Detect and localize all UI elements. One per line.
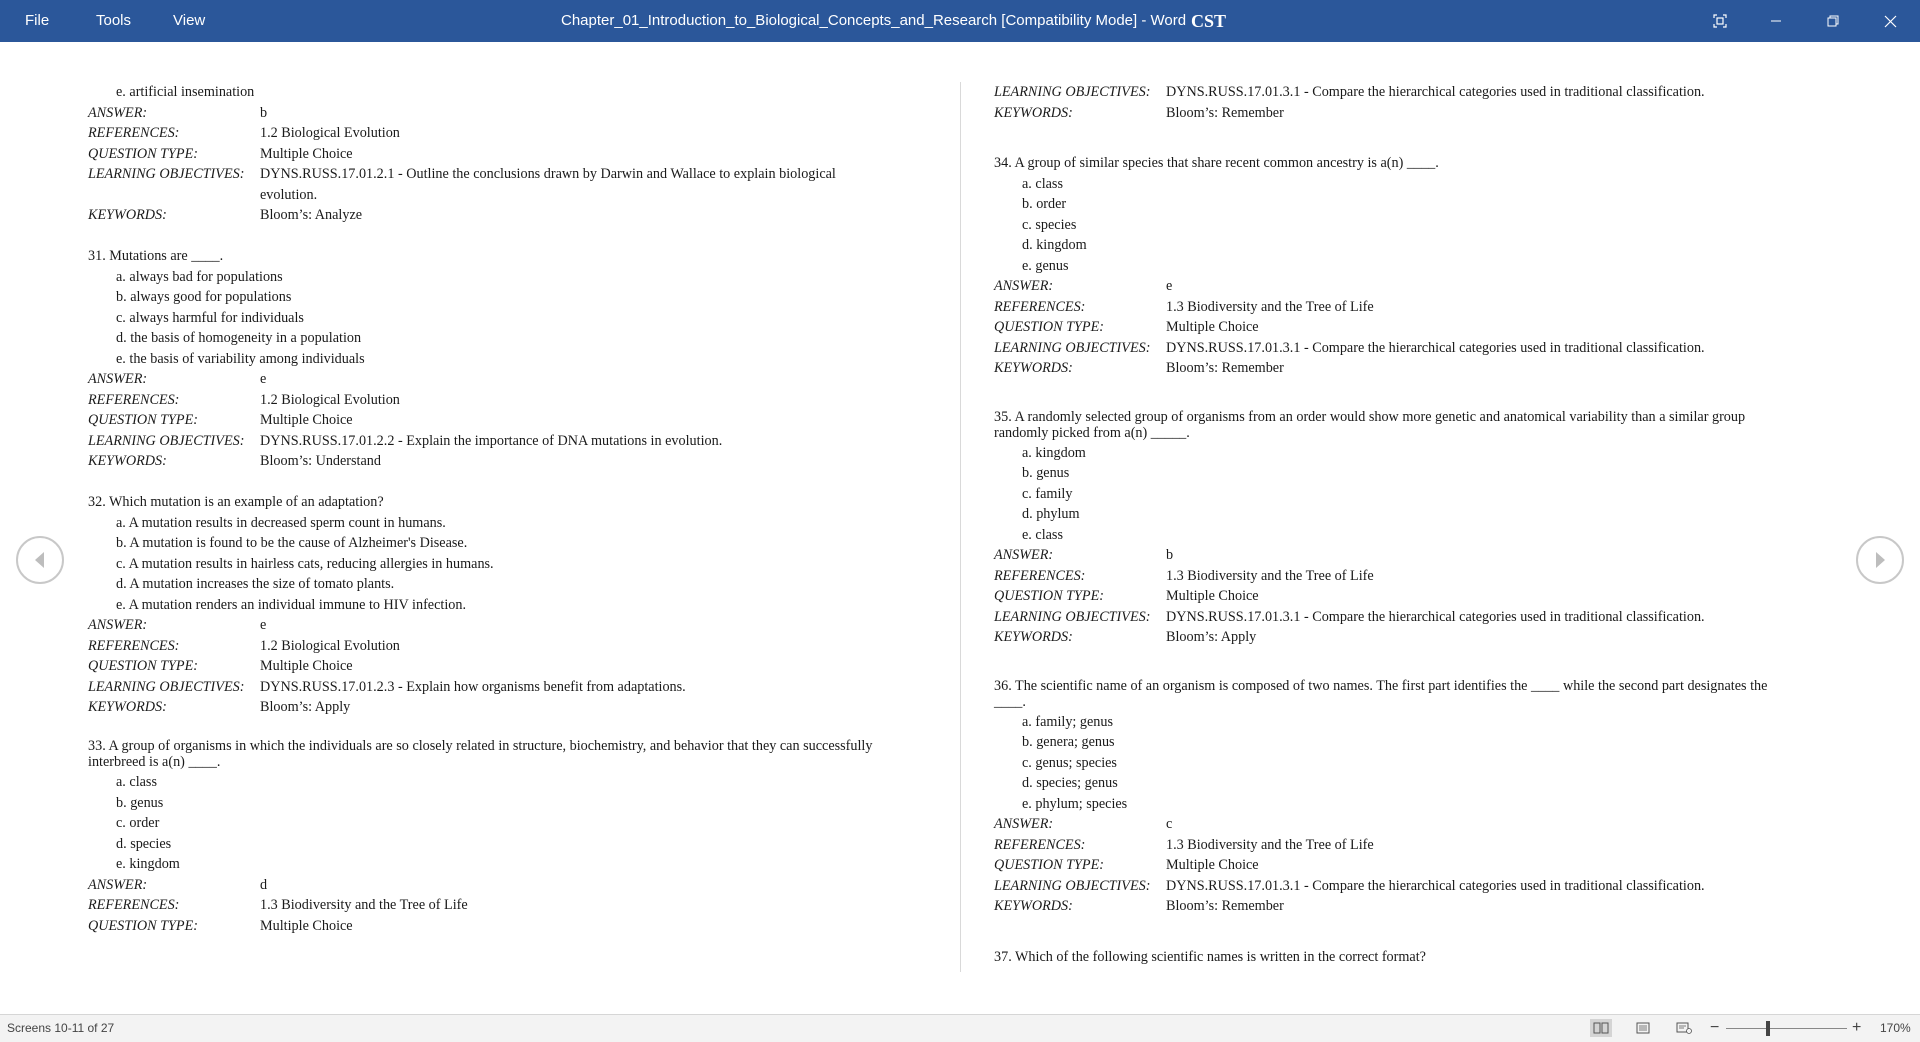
menu-tools[interactable]: Tools [96,12,132,29]
option: b. A mutation is found to be the cause of Alzheimer's Disease. [116,535,468,551]
question-type-row [88,656,928,677]
answer-row [88,875,928,896]
references-row [88,123,928,144]
keywords-value: Bloom’s: Remember [1166,898,1284,914]
answer-value: b [260,104,268,121]
question-33 [88,738,928,936]
learning-objectives-value: DYNS.RUSS.17.01.2.2 - Explain the importance of DNA mutations in evolution. [260,432,723,449]
option: e. kingdom [116,856,180,872]
question-37 [994,947,1824,968]
answer-label: ANSWER: [994,278,1054,294]
question-type-value: Multiple Choice [1166,857,1259,873]
answer-label: ANSWER: [88,876,148,893]
answer-label: ANSWER: [88,371,148,387]
option: a. class [1022,175,1063,192]
learning-objectives-label: LEARNING OBJECTIVES: [994,84,1151,100]
option: d. kingdom [1022,237,1087,253]
option: d. phylum [1022,506,1080,522]
focus-mode-button[interactable] [1692,0,1748,42]
question-text: 37. Which of the following scientific names is written in the correct format? [994,948,1426,965]
learning-objectives-value: DYNS.RUSS.17.01.3.1 - Compare the hierarchical categories used in traditional classification. [1166,877,1705,894]
learning-objectives-line: DYNS.RUSS.17.01.2.1 - Outline the conclusions drawn by Darwin and Wallace to explain biological [260,166,836,182]
references-row [88,895,928,916]
keywords-row [994,627,1824,648]
question-31 [88,246,928,472]
minimize-button[interactable] [1748,0,1804,42]
references-label: REFERENCES: [88,125,180,141]
question-33-tail [994,82,1824,123]
page-icon [1636,1022,1650,1034]
answer-value: b [1166,547,1174,563]
learning-objectives-line: evolution. [260,186,318,203]
question-text: 31. Mutations are ____. [88,248,224,264]
document-reading-area [0,42,1920,1014]
keywords-label: KEYWORDS: [994,360,1073,376]
option: c. family [1022,485,1073,502]
learning-objectives-value: DYNS.RUSS.17.01.3.1 - Compare the hierarchical categories used in traditional classification. [1166,339,1705,356]
keywords-row [88,205,928,226]
zoom-level[interactable]: 170% [1880,1021,1911,1035]
question-type-row [994,586,1824,607]
question-36 [994,678,1824,917]
references-value: 1.3 Biodiversity and the Tree of Life [1166,567,1374,584]
option: c. order [116,815,160,831]
keywords-value: Bloom’s: Apply [1166,629,1257,645]
references-label: REFERENCES: [88,897,180,913]
references-value: 1.2 Biological Evolution [260,637,400,654]
references-row [88,390,928,411]
learning-objectives-row [88,164,928,205]
option: e. class [1022,526,1063,543]
keywords-value: Bloom’s: Apply [260,699,351,715]
option: a. A mutation results in decreased sperm count in humans. [116,514,446,531]
keywords-value: Bloom’s: Understand [260,453,381,469]
keywords-row [88,451,928,472]
option: d. A mutation increases the size of tomato plants. [116,576,395,592]
question-type-value: Multiple Choice [1166,319,1259,335]
arrow-right-icon [1872,550,1888,570]
answer-row [994,814,1824,835]
references-row [994,835,1824,856]
question-type-label: QUESTION TYPE: [994,588,1104,604]
option: b. always good for populations [116,289,292,305]
answer-value: c [1166,816,1173,832]
focus-mode-icon [1713,14,1727,28]
question-type-row [88,916,928,937]
references-value: 1.3 Biodiversity and the Tree of Life [1166,836,1374,853]
next-screen-button[interactable] [1856,536,1904,584]
minimize-icon [1770,15,1782,27]
option: d. species [116,835,172,852]
question-type-label: QUESTION TYPE: [88,412,198,428]
menu-file[interactable]: File [25,12,50,29]
left-page [88,82,928,936]
learning-objectives-label: LEARNING OBJECTIVES: [994,339,1151,356]
option: a. class [116,774,157,790]
learning-objectives-row [994,607,1824,628]
option: b. genus [116,794,164,811]
question-type-row [88,144,928,165]
learning-objectives-label: LEARNING OBJECTIVES: [994,608,1151,625]
keywords-row [994,358,1824,379]
answer-row [88,615,928,636]
keywords-row [994,896,1824,917]
previous-screen-button[interactable] [16,536,64,584]
answer-label: ANSWER: [88,617,148,633]
keywords-value: Bloom’s: Remember [1166,104,1284,121]
question-type-label: QUESTION TYPE: [994,857,1104,873]
zoom-in-button[interactable]: + [1852,1019,1862,1036]
answer-row [994,276,1824,297]
references-value: 1.3 Biodiversity and the Tree of Life [1166,298,1374,315]
answer-value: e [260,617,267,633]
learning-objectives-row [994,82,1824,103]
question-type-row [88,410,928,431]
question-34 [994,153,1824,379]
question-type-label: QUESTION TYPE: [88,145,198,162]
web-layout-icon [1676,1022,1692,1034]
option: b. order [1022,196,1067,212]
learning-objectives-label: LEARNING OBJECTIVES: [88,678,245,695]
option: a. always bad for populations [116,268,283,285]
cst-badge: CST [1191,11,1227,31]
option: c. species [1022,216,1077,233]
keywords-value: Bloom’s: Remember [1166,360,1284,376]
learning-objectives-label: LEARNING OBJECTIVES: [994,877,1151,894]
option: c. A mutation results in hairless cats, reducing allergies in humans. [116,555,494,572]
references-label: REFERENCES: [994,836,1086,853]
learning-objectives-row [994,876,1824,897]
right-page [994,82,1824,967]
keywords-label: KEYWORDS: [88,699,167,715]
answer-row [994,545,1824,566]
question-text-line: ____. [994,693,1026,710]
references-row [994,566,1824,587]
restore-button[interactable] [1805,0,1861,42]
learning-objectives-value: DYNS.RUSS.17.01.2.3 - Explain how organisms benefit from adaptations. [260,678,686,695]
document-title: Chapter_01_Introduction_to_Biological_Concepts_and_Research [Compatibility Mode] - Word [561,12,1187,29]
question-type-row [994,855,1824,876]
web-layout-button[interactable] [1673,1019,1695,1037]
zoom-slider-track[interactable] [1726,1028,1847,1029]
print-layout-button[interactable] [1632,1019,1654,1037]
references-label: REFERENCES: [88,637,180,654]
option: e. phylum; species [1022,795,1128,812]
arrow-left-icon [32,550,48,570]
close-button[interactable] [1862,0,1918,42]
option: a. kingdom [1022,444,1086,461]
status-bar [0,1014,1920,1042]
references-label: REFERENCES: [994,298,1086,315]
zoom-out-button[interactable]: − [1710,1019,1720,1036]
question-35 [994,409,1824,648]
question-text-line: 36. The scientific name of an organism is composed of two names. The first part identifies the ____ while the second part designates the [994,677,1768,694]
answer-label: ANSWER: [994,816,1054,832]
question-type-label: QUESTION TYPE: [88,917,198,934]
learning-objectives-value [260,164,928,205]
learning-objectives-row [994,338,1824,359]
option: c. always harmful for individuals [116,309,304,326]
question-text-line: 35. A randomly selected group of organisms from an order would show more genetic and anatomical variability than a similar group [994,408,1746,425]
book-icon [1593,1022,1609,1034]
question-text-line: randomly picked from a(n) _____. [994,424,1190,441]
option: c. genus; species [1022,754,1117,771]
answer-value: e [260,371,267,387]
option: a. family; genus [1022,713,1114,730]
learning-objectives-row [88,677,928,698]
question-type-label: QUESTION TYPE: [88,658,198,674]
question-text: 34. A group of similar species that share recent common ancestry is a(n) ____. [994,155,1439,171]
references-row [88,636,928,657]
references-label: REFERENCES: [994,567,1086,584]
keywords-row [994,103,1824,124]
read-mode-button[interactable] [1590,1019,1612,1037]
keywords-label: KEYWORDS: [88,207,167,223]
answer-row [88,369,928,390]
learning-objectives-value: DYNS.RUSS.17.01.3.1 - Compare the hierarchical categories used in traditional classification. [1166,84,1705,100]
option: b. genera; genus [1022,734,1115,750]
close-icon [1884,15,1897,28]
option: e. artificial insemination [116,84,255,100]
question-type-value: Multiple Choice [260,412,353,428]
question-type-value: Multiple Choice [1166,588,1259,604]
keywords-label: KEYWORDS: [994,104,1073,121]
question-32 [88,492,928,718]
option: e. the basis of variability among individuals [116,350,365,367]
learning-objectives-row [88,431,928,452]
question-30-tail [88,82,928,226]
keywords-value: Bloom’s: Analyze [260,207,363,223]
question-text: 32. Which mutation is an example of an adaptation? [88,494,384,510]
answer-value: e [1166,278,1173,294]
question-text [994,678,1824,710]
answer-label: ANSWER: [994,547,1054,563]
keywords-label: KEYWORDS: [994,898,1073,914]
question-type-value: Multiple Choice [260,658,353,674]
option: d. species; genus [1022,775,1118,791]
references-value: 1.2 Biological Evolution [260,391,400,408]
option: e. genus [1022,257,1069,274]
answer-row [88,103,928,124]
zoom-slider-thumb[interactable] [1766,1021,1770,1036]
question-text-line: 33. A group of organisms in which the individuals are so closely related in structure, biochemistry, and behavior that they can successfully [88,738,873,754]
question-text [88,738,928,770]
learning-objectives-value: DYNS.RUSS.17.01.3.1 - Compare the hierarchical categories used in traditional classification. [1166,608,1705,625]
screen-count: Screens 10-11 of 27 [7,1021,115,1035]
learning-objectives-label: LEARNING OBJECTIVES: [88,432,245,449]
question-text-line: interbreed is a(n) ____. [88,754,221,770]
answer-value: d [260,876,268,893]
keywords-label: KEYWORDS: [88,453,167,469]
keywords-row [88,697,928,718]
references-value: 1.2 Biological Evolution [260,125,400,141]
answer-label: ANSWER: [88,104,148,121]
references-label: REFERENCES: [88,391,180,408]
learning-objectives-label: LEARNING OBJECTIVES: [88,166,245,182]
question-type-value: Multiple Choice [260,145,353,162]
page-divider [960,82,961,972]
question-text [994,409,1824,441]
question-type-label: QUESTION TYPE: [994,319,1104,335]
keywords-label: KEYWORDS: [994,629,1073,645]
title-bar [0,0,1920,42]
question-type-value: Multiple Choice [260,917,353,934]
references-value: 1.3 Biodiversity and the Tree of Life [260,897,468,913]
menu-view[interactable]: View [173,12,206,29]
option: d. the basis of homogeneity in a population [116,330,362,346]
references-row [994,297,1824,318]
option: e. A mutation renders an individual immune to HIV infection. [116,596,467,613]
restore-icon [1827,15,1839,27]
question-type-row [994,317,1824,338]
option: b. genus [1022,465,1070,481]
